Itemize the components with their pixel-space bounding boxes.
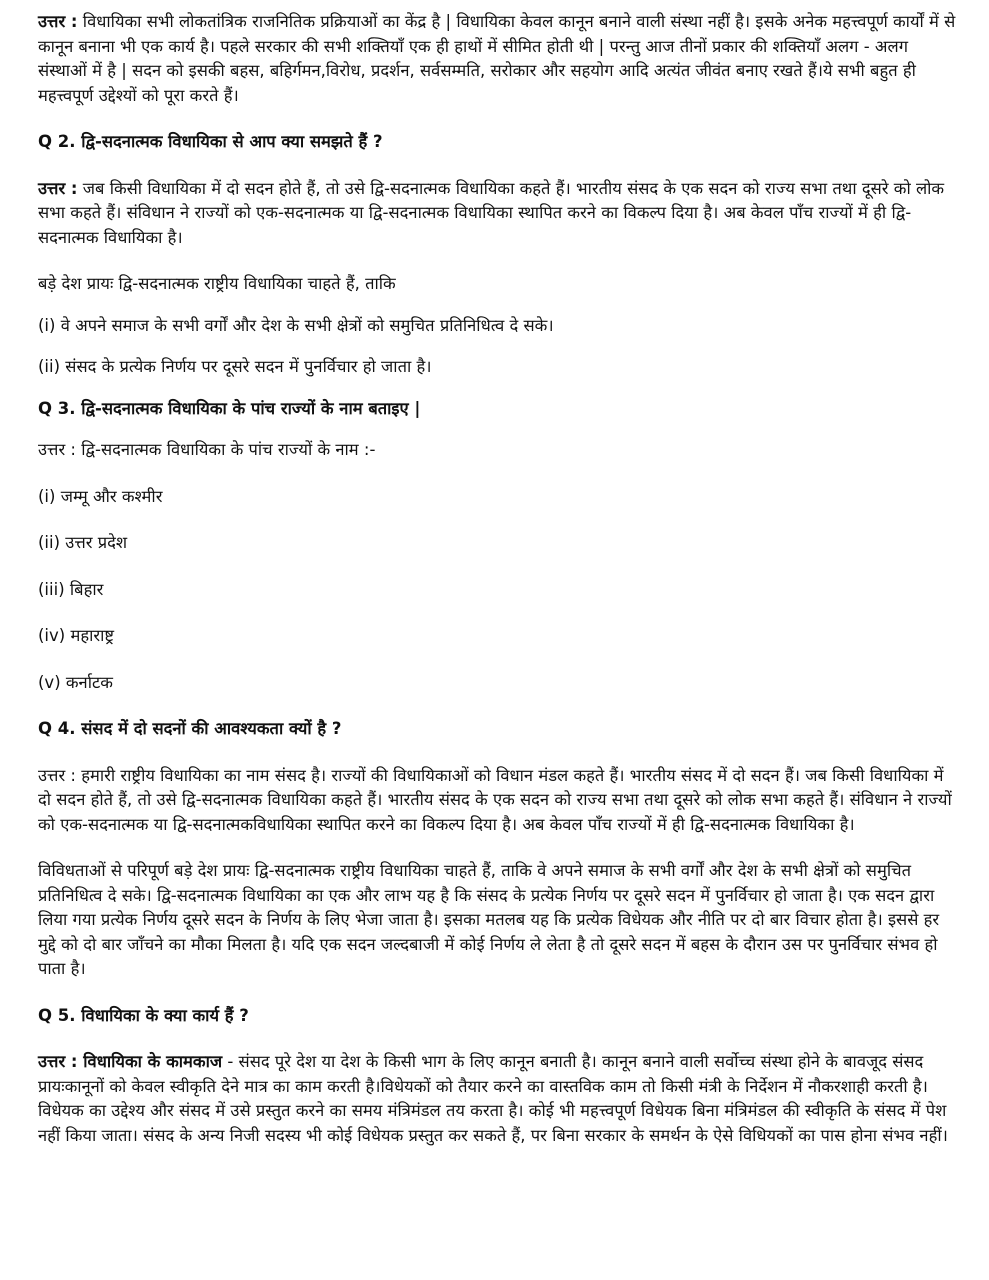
question-4: Q 4. संसद में दो सदनों की आवश्यकता क्यों है ? (38, 719, 342, 738)
answer-5-label: उत्तर : विधायिका के कामकाज (38, 1052, 223, 1071)
state-item: (iii) बिहार (38, 579, 104, 599)
answer-1 (38, 10, 961, 108)
state-item: (i) जम्मू और कश्मीर (38, 486, 163, 506)
answer-2-text: जब किसी विधायिका में दो सदन होते हैं, तो उसे द्वि-सदनात्मक विधायिका कहते हैं। भारतीय संसद के एक सदन को राज्य सभा तथा दूसरे को लोक सभा कहते हैं। संविधान ने राज्यों को एक-सदनात्मक या द्वि-सदनात्मक विधायिका स्थापित करने का विकल्प दिया है। अब केवल पाँच राज्यों में ही द्वि-सदनात्मक विधायिका है। (38, 178, 945, 247)
answer-2-point-1: (i) वे अपने समाज के सभी वर्गों और देश के सभी क्षेत्रों को समुचित प्रतिनिधित्व दे सके। (38, 315, 554, 335)
answer-2-point-2: (ii) संसद के प्रत्येक निर्णय पर दूसरे सदन में पुनर्विचार हो जाता है। (38, 357, 432, 376)
state-item: (ii) उत्तर प्रदेश (38, 533, 128, 552)
answer-2-paragraph-2: बड़े देश प्रायः द्वि-सदनात्मक राष्ट्रीय विधायिका चाहते हैं, ताकि (38, 274, 396, 293)
answer-2 (38, 177, 961, 251)
state-item: (v) कर्नाटक (38, 672, 113, 692)
answer-4-paragraph-1: उत्तर : हमारी राष्ट्रीय विधायिका का नाम संसद है। राज्यों की विधायिकाओं को विधान मंडल कहते हैं। भारतीय संसद में दो सदन हैं। जब किसी विधायिका में दो सदन होते हैं, तो उसे द्वि-सदनात्मक विधायिका कहते हैं। भारतीय संसद के एक सदन को राज्य सभा तथा दूसरे को लोक सभा कहते हैं। संविधान ने राज्यों को एक-सदनात्मक या द्वि-सदनात्मकविधायिका स्थापित करने का विकल्प दिया है। अब केवल पाँच राज्यों में ही द्वि-सदनात्मक विधायिका है। (38, 765, 952, 834)
answer-5-text: - संसद पूरे देश या देश के किसी भाग के लिए कानून बनाती है। कानून बनाने वाली सर्वोच्च संस्था होने के बावजूद संसद प्रायःकानूनों को केवल स्वीकृति देने मात्र का काम करती है।विधेयकों को तैयार करने का वास्तविक काम तो किसी मंत्री के निर्देशन में नौकरशाही करती है। विधेयक का उद्देश्य और संसद में उसे प्रस्तुत करने का समय मंत्रिमंडल तय करता है। कोई भी महत्त्वपूर्ण विधेयक बिना मंत्रिमंडल की स्वीकृति के संसद में पेश नहीं किया जाता। संसद के अन्य निजी सदस्य भी कोई विधेयक प्रस्तुत कर सकते हैं, पर बिना सरकार के समर्थन के ऐसे विधियकों का पास होना संभव नहीं। (38, 1052, 948, 1145)
answer-5 (38, 1050, 961, 1148)
answer-label: उत्तर : (38, 12, 78, 31)
answer-label: उत्तर : (38, 178, 78, 198)
question-3: Q 3. द्वि-सदनात्मक विधायिका के पांच राज्यों के नाम बताइए | (38, 398, 421, 418)
question-5: Q 5. विधायिका के क्या कार्य हैं ? (38, 1005, 249, 1025)
answer-3: उत्तर : द्वि-सदनात्मक विधायिका के पांच राज्यों के नाम :- (38, 440, 376, 459)
answer-4-paragraph-2: विविधताओं से परिपूर्ण बड़े देश प्रायः द्वि-सदनात्मक राष्ट्रीय विधायिका चाहते हैं, ताकि वे अपने समाज के सभी वर्गों और देश के सभी क्षेत्रों को समुचित प्रतिनिधित्व दे सके। द्वि-सदनात्मक विधायिका का एक और लाभ यह है कि संसद के प्रत्येक निर्णय पर दूसरे सदन में पुनर्विचार हो जाता है। एक सदन द्वारा लिया गया प्रत्येक निर्णय दूसरे सदन के निर्णय के लिए भेजा जाता है। इसका मतलब यह कि प्रत्येक विधेयक और नीति पर दो बार विचार होता है। इससे हर मुद्दे को दो बार जाँचने का मौका मिलता है। यदि एक सदन जल्दबाजी में कोई निर्णय ले लेता है तो दूसरे सदन में बहस के दौरान उस पर पुनर्विचार संभव हो पाता है। (38, 861, 940, 978)
state-item: (iv) महाराष्ट्र (38, 626, 115, 645)
answer-1-text: विधायिका सभी लोकतांत्रिक राजनितिक प्रक्रियाओं का केंद्र है | विधायिका केवल कानून बनाने वाली संस्था नहीं है। इसके अनेक महत्त्वपूर्ण कार्यों में से कानून बनाना भी एक कार्य है। पहले सरकार की सभी शक्तियाँ एक ही हाथों में सीमित होती थी | परन्तु आज तीनों प्रकार की शक्तियाँ अलग - अलग संस्थाओं में है | सदन को इसकी बहस, बहिर्गमन,विरोध, प्रदर्शन, सर्वसम्मति, सरोकार और सहयोग आदि अत्यंत जीवंत बनाए रखते हैं।ये सभी बहुत ही महत्त्वपूर्ण उद्देश्यों को पूरा करते हैं। (38, 12, 956, 105)
question-2: Q 2. द्वि-सदनात्मक विधायिका से आप क्या समझते हैं ? (38, 132, 383, 151)
